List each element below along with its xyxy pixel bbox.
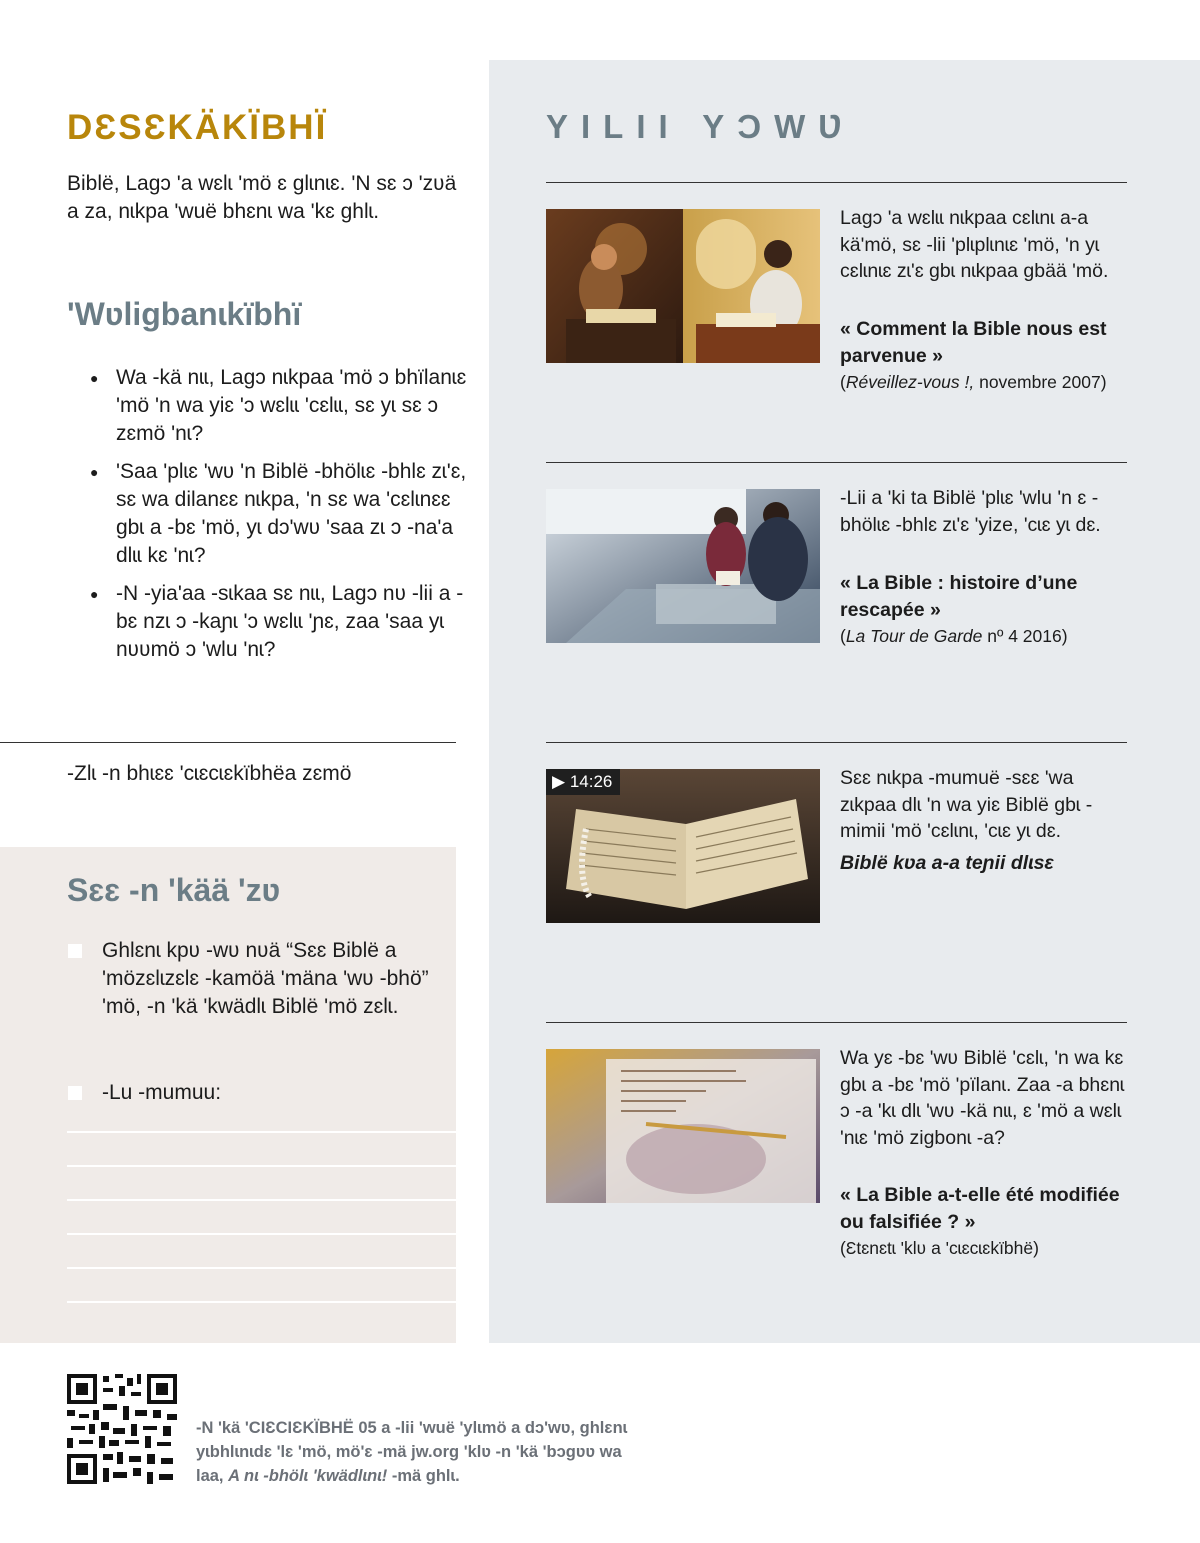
- resource-description: Lagɔ 'a wɛlɩɩ nɩkpaa cɛlɩnɩ a-a kä'mö, sɛ -lii 'plɩplɩnɩɛ 'mö, 'n yɩ cɛlɩnɩɛ zɩ'ɛ gbɩ nɩkpaa gbää 'mö.: [840, 207, 1109, 282]
- resource-link[interactable]: « La Bible a-t-elle été modifiée ou falsifiée ? »: [840, 1184, 1120, 1233]
- resource-link[interactable]: « La Bible : histoire d’une rescapée »: [840, 572, 1078, 621]
- play-icon: ▶: [552, 772, 566, 791]
- resource-thumbnail-4[interactable]: [546, 1049, 820, 1203]
- footer-note: [196, 1416, 636, 1488]
- question-item: ● Wa -kä nɩɩ, Lagɔ nɩkpaa 'mö ɔ bhïlanɩɛ 'mö 'n wa yiɛ 'ɔ wɛlɩɩ 'cɛlɩɩ, sɛ yɩ sɛ ɔ zɛmö 'nɩ?: [90, 364, 470, 448]
- divider: [546, 182, 1127, 183]
- footer-text-end: -mä ghlɩ.: [387, 1467, 460, 1485]
- task-checkbox[interactable]: [68, 1086, 82, 1100]
- divider: [546, 742, 1127, 743]
- summary-text: Biblë, Lagɔ 'a wɛlɩ 'mö ɛ glɩnɩɛ. 'N sɛ ɔ 'zʋä a za, nɩkpa 'wuë bhɛnɩ wa 'kɛ ghlɩ.: [67, 172, 457, 223]
- resource-thumbnail-1[interactable]: [546, 209, 820, 363]
- tasks-heading: Sɛɛ -n 'kää 'zʋ: [67, 872, 281, 908]
- note-line: [67, 1131, 456, 1133]
- source-detail: nº 4 2016): [982, 626, 1068, 646]
- task-text: Ghlɛnɩ kpʋ -wʋ nʋä “Sɛɛ Biblë a 'mözɛlɩzɛlɛ -kamöä 'mäna 'wʋ -bhö” 'mö, -n 'kä 'kwädlɩ Biblë 'mö zɛlɩ.: [102, 939, 429, 1018]
- question-item: ● 'Saa 'plɩɛ 'wʋ 'n Biblë -bhölɩɛ -bhlɛ zɩ'ɛ, sɛ wa dilanɛɛ nɩkpa, 'n sɛ wa 'cɛlɩnɛɛ gbɩ a -bɛ 'mö, yɩ dɔ'wʋ 'saa zɩ ɔ -na'a dlɩɩ kɛ 'nɩ?: [90, 458, 470, 570]
- questions-list: [90, 364, 470, 674]
- note-line: [67, 1301, 456, 1303]
- footer-text: -N 'kä 'CIƐCIƐKÏBHË 05 a -lii 'wuë 'ylɩmö a dɔ'wʋ, ghlɛnɩ yɩbhlɩnɩdɛ 'lɛ 'mö, mö'ɛ -mä jw.org 'klʋ -n 'kä 'bɔgʋʋ wa laa,: [196, 1419, 628, 1485]
- resource-description: -Lii a 'ki ta Biblë 'plɩɛ 'wlu 'n ɛ -bhölɩɛ -bhlɛ zɩ'ɛ 'yize, 'cɩɛ yɩ dɛ.: [840, 487, 1101, 536]
- resources-heading: YILII YƆWƲ: [546, 108, 856, 145]
- divider: [546, 462, 1127, 463]
- scribe-writing-image: [546, 1049, 820, 1203]
- museum-display-image: [546, 489, 820, 643]
- resource-description: Sɛɛ nɩkpa -mumuë -sɛɛ 'wa zɩkpaa dlɩ 'n wa yiɛ Biblë gbɩ -mimii 'mö 'cɛlɩnɩ, 'cɩɛ yɩ dɛ.: [840, 767, 1093, 842]
- task-text: -Lu -mumuu:: [102, 1081, 222, 1104]
- resource-source: (Réveillez-vous !, novembre 2007): [840, 372, 1107, 392]
- source-publication: Réveillez-vous !,: [845, 372, 975, 392]
- divider: [546, 1022, 1127, 1023]
- page-title: DƐSƐKÄKÏBHÏ: [67, 108, 328, 147]
- qr-code-icon[interactable]: [67, 1374, 177, 1484]
- video-duration: 14:26: [569, 772, 613, 791]
- note-line: [67, 1233, 456, 1235]
- other-questions-text: -Zlɩ -n bhɩɛɛ 'cɩɛcɩɛkïbhëa zɛmö: [67, 762, 352, 785]
- resource-link[interactable]: « Comment la Bible nous est parvenue »: [840, 318, 1107, 367]
- question-item: ● -N -yia'aa -sɩkaa sɛ nɩɩ, Lagɔ nʋ -lii a -bɛ nzɩ ɔ -kaɲɩ 'ɔ wɛlɩɩ 'ɲɛ, zaa 'saa yɩ nʋʋmö ɔ 'wlu 'nɩ?: [90, 580, 470, 664]
- video-duration-badge: [546, 769, 620, 795]
- footer-publication: A nɩ -bhölɩ 'kwädlɩnɩ!: [228, 1467, 388, 1485]
- source-publication: La Tour de Garde: [845, 626, 983, 646]
- note-line: [67, 1199, 456, 1201]
- task-checkbox[interactable]: [68, 944, 82, 958]
- note-line: [67, 1165, 456, 1167]
- divider: [0, 742, 456, 743]
- resource-description: Wa yɛ -bɛ 'wʋ Biblë 'cɛlɩ, 'n wa kɛ gbɩ a -bɛ 'mö 'pïlanɩ. Zaa -a bhɛnɩ ɔ -a 'kɩ dlɩ 'wʋ -kä nɩɩ, ɛ 'mö a wɛlɩ 'nɩɛ 'mö zigbonɩ -a?: [840, 1047, 1125, 1149]
- video-thumbnail[interactable]: [546, 769, 820, 923]
- scribe-and-reader-image: [546, 209, 820, 363]
- source-detail: novembre 2007): [974, 372, 1107, 392]
- resource-thumbnail-2[interactable]: [546, 489, 820, 643]
- resource-source: (Ɛtɛnɛtɩ 'klʋ a 'cɩɛcɩɛkïbhë): [840, 1238, 1039, 1258]
- questions-heading: 'Wʋligbanɩkïbhï: [67, 296, 302, 332]
- resource-source: (La Tour de Garde nº 4 2016): [840, 626, 1068, 646]
- note-line: [67, 1267, 456, 1269]
- resource-link[interactable]: Biblë kʋa a-a teɲii dlɩsɛ: [840, 852, 1054, 874]
